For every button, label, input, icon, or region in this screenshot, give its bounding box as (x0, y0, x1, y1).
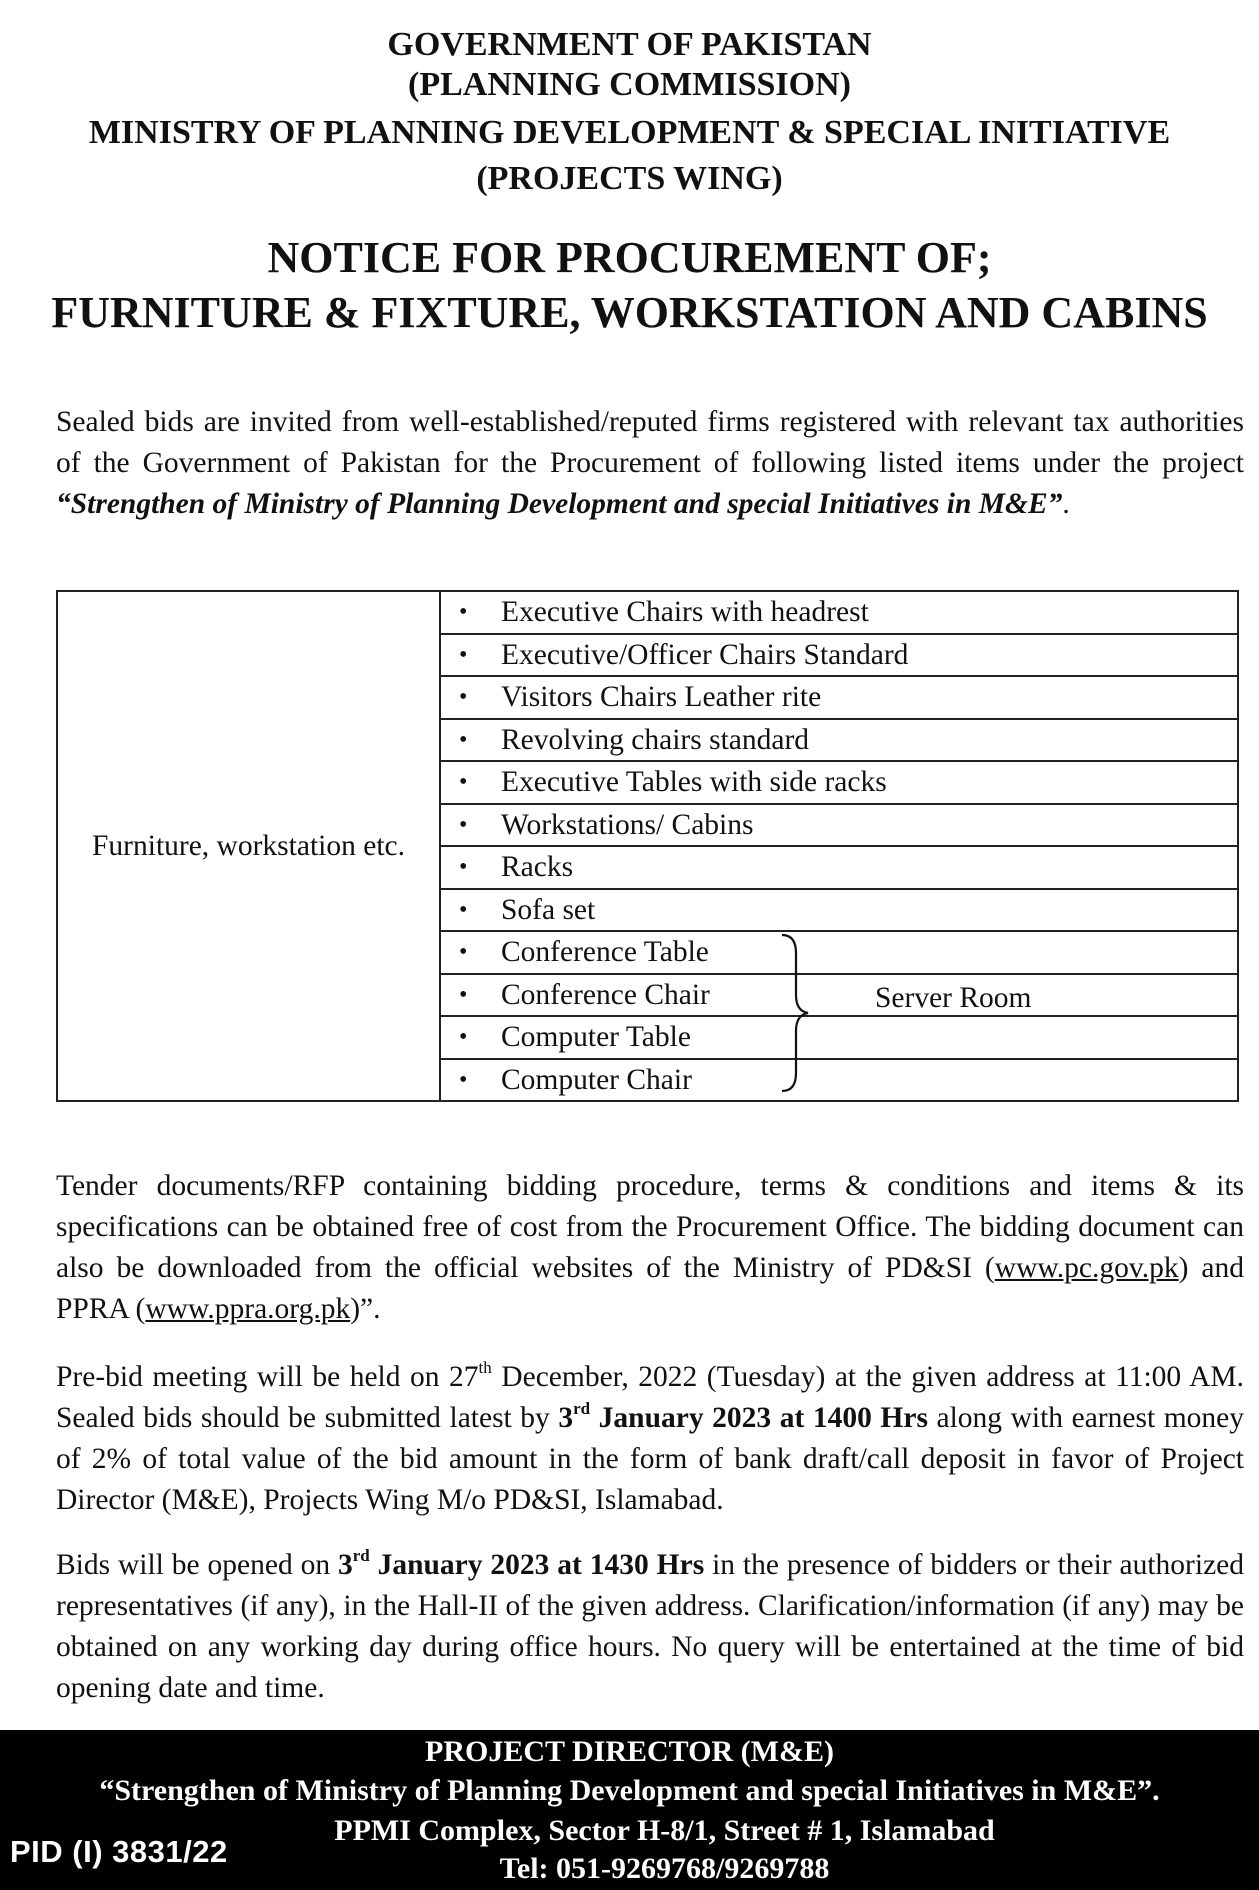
project-name: “Strengthen of Ministry of Planning Development and special Initiatives in M&E” (56, 488, 1063, 520)
footer-bar (0, 1730, 1259, 1890)
header-commission: (PLANNING COMMISSION) (408, 66, 851, 103)
bullet-icon: • (459, 769, 468, 795)
bullet-icon: • (459, 1066, 468, 1093)
bullet-icon: • (459, 641, 468, 668)
bullet-icon: • (459, 1024, 468, 1050)
item-label: Visitors Chairs Leather rite (501, 681, 822, 713)
opening-date: 3rd January 2023 at 1430 Hrs (337, 1546, 705, 1581)
item-label: Executive Chairs with headrest (501, 596, 869, 628)
server-room-brace (778, 933, 818, 1093)
bullet-icon: • (459, 854, 468, 880)
item-label: Racks (501, 851, 574, 883)
item-label: Computer Table (501, 1021, 691, 1053)
opening-paragraph: Bids will be opened on 3rd January 2023 at 1430 Hrs in the presence of bidders or their authorized representatives (if any), in the Hall-II of the given address. Clarification/information (if any) may be obtained on any working day during office hours. No query will be entertained at the time of bid opening date and time. (56, 1546, 1245, 1704)
notice-subtitle: FURNITURE & FIXTURE, WORKSTATION AND CABINS (51, 288, 1208, 337)
server-room-label: Server Room (875, 982, 1032, 1014)
items-table (56, 590, 1239, 1102)
bullet-icon: • (459, 939, 468, 965)
pc-website-link[interactable]: www.pc.gov.pk (994, 1252, 1179, 1284)
item-label: Executive/Officer Chairs Standard (501, 638, 909, 671)
item-cell (440, 1059, 1238, 1102)
footer-address: PPMI Complex, Sector H-8/1, Street # 1, Islamabad (334, 1814, 995, 1847)
item-cell (440, 676, 1238, 719)
category-cell: Furniture, workstation etc. (57, 591, 440, 1101)
item-label: Conference Table (501, 936, 709, 968)
intro-paragraph: Sealed bids are invited from well-established/reputed firms registered with relevant tax authorities of the Government of Pakistan for the Procurement of following listed items under the project “Strengthen of Ministry of Planning Development and special Initiatives in M&E”. (56, 406, 1244, 520)
prebid-paragraph: Pre-bid meeting will be held on 27th December, 2022 (Tuesday) at the given address at 11:00 AM. Sealed bids should be submitted latest by 3rd January 2023 at 1400 Hrs along with earnest money of 2% of total value of the bid amount in the form of bank draft/call deposit in favor of Project Director (M&E), Projects Wing M/o PD&SI, Islamabad. (56, 1358, 1244, 1516)
item-label: Workstations/ Cabins (501, 808, 754, 841)
item-cell (440, 634, 1238, 677)
item-cell (440, 761, 1238, 804)
header-wing: (PROJECTS WING) (476, 160, 783, 197)
item-cell (440, 804, 1238, 847)
ppra-website-link[interactable]: www.ppra.org.pk (145, 1293, 351, 1325)
item-cell (440, 719, 1238, 762)
bullet-icon: • (459, 811, 468, 838)
item-cell (440, 931, 1238, 974)
submission-deadline: 3rd January 2023 at 1400 Hrs (558, 1399, 928, 1434)
item-cell (440, 846, 1238, 889)
table-row (57, 591, 1238, 634)
bullet-icon: • (459, 726, 468, 753)
item-label: Sofa set (501, 893, 596, 926)
item-label: Conference Chair (501, 978, 710, 1011)
notice-title: NOTICE FOR PROCUREMENT OF; (267, 233, 992, 282)
documents-paragraph: Tender documents/RFP containing bidding procedure, terms & conditions and items & its specifications can be obtained free of cost from the Procurement Office. The bidding document can also be downloaded from the official websites of the Ministry of PD&SI (www.pc.gov.pk) and PPRA (www.ppra.org.pk)”. (56, 1170, 1245, 1325)
item-label: Executive Tables with side racks (501, 766, 887, 798)
bullet-icon: • (459, 981, 468, 1008)
item-label: Revolving chairs standard (501, 723, 810, 756)
item-cell (440, 591, 1238, 634)
footer-designation: PROJECT DIRECTOR (M&E) (425, 1735, 834, 1768)
item-cell (440, 1016, 1238, 1059)
item-label: Computer Chair (501, 1063, 692, 1096)
footer-project: “Strengthen of Ministry of Planning Development and special Initiatives in M&E”. (99, 1774, 1160, 1807)
bullet-icon: • (459, 896, 468, 923)
bullet-icon: • (459, 599, 468, 625)
header-government: GOVERNMENT OF PAKISTAN (387, 26, 872, 63)
header-ministry: MINISTRY OF PLANNING DEVELOPMENT & SPECIAL INITIATIVE (88, 114, 1171, 151)
item-cell (440, 974, 1238, 1017)
bullet-icon: • (459, 684, 468, 710)
footer-telephone: Tel: 051-9269768/9269788 (499, 1852, 830, 1885)
item-cell (440, 889, 1238, 932)
pid-number: PID (I) 3831/22 (10, 1834, 228, 1869)
